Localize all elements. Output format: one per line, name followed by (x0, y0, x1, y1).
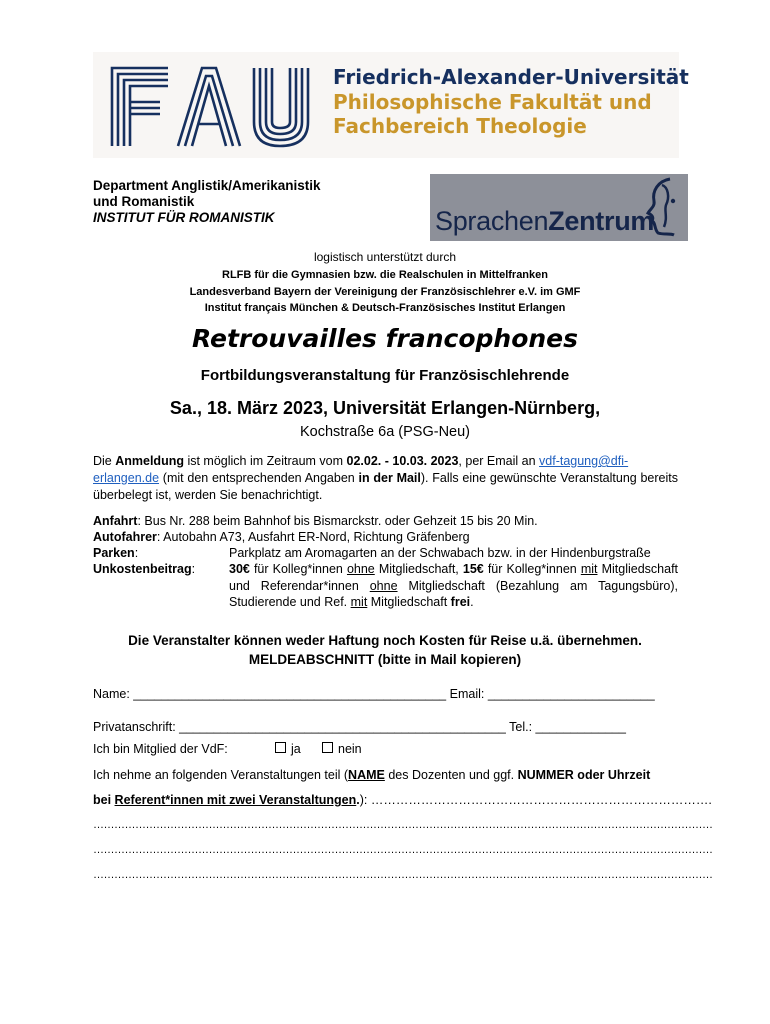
arrival-info (93, 513, 538, 529)
arrival-label: Anfahrt (93, 514, 138, 528)
fee-label (93, 561, 195, 577)
events-field-line-2[interactable]: …………………………………………………………………………………………………………………………………………………………… (93, 844, 713, 856)
supporter-2: Landesverband Bayern der Vereinigung der Französischlehrer e.V. im GMF (189, 286, 581, 298)
faculty-line-2: Fachbereich Theologie (333, 114, 587, 138)
department-line-1: Department Anglistik/Amerikanistik (93, 178, 321, 193)
text-bold: bei (93, 793, 115, 807)
fee-text (229, 561, 678, 611)
text: Mitgliedschaft und Referendar*innen (229, 562, 679, 593)
university-name: Friedrich-Alexander-Universität (333, 65, 689, 89)
drivers-label: Autofahrer (93, 530, 157, 544)
text: für Kolleg*innen (249, 562, 347, 576)
name-label: Name: (93, 687, 134, 701)
text-bold-underlined: Referent*innen mit zwei Veranstaltungen (114, 793, 357, 807)
text-bold-underlined: NAME (348, 768, 385, 782)
email-field[interactable]: ________________________ (487, 687, 655, 701)
faculty-line-1: Philosophische Fakultät und (333, 90, 652, 114)
tel-field[interactable]: _____________ (535, 720, 626, 734)
arrival-text: : Bus Nr. 288 beim Bahnhof bis Bismarckstr. oder Gehzeit 15 bis 20 Min. (137, 514, 538, 528)
form-heading: MELDEABSCHNITT (bitte in Mail kopieren) (248, 652, 522, 667)
text: Mitgliedschaft (Bezahlung am Tagungsbüro), Studierende und Ref. (229, 578, 678, 609)
text-bold: NUMMER oder Uhrzeit (517, 768, 651, 782)
registration-period: 02.02. - 10.03. 2023 (346, 454, 459, 468)
events-instruction (93, 767, 650, 783)
events-field-line-1[interactable]: …………………………………………………………………………………………………………………………………………………………… (93, 819, 713, 831)
institute-name: INSTITUT FÜR ROMANISTIK (93, 210, 275, 225)
parking-label (93, 545, 138, 561)
text: (mit den entsprechenden Angaben (159, 471, 359, 485)
parking-label-text: Parken (93, 546, 135, 560)
address-tel-row (93, 719, 626, 735)
address-label: Privatanschrift: (93, 720, 180, 734)
membership-no-label: nein (338, 742, 362, 756)
text: . (470, 595, 474, 609)
colon: : (134, 546, 139, 560)
text: des Dozenten und ggf. (384, 768, 518, 782)
text-bold: . (356, 793, 360, 807)
wordmark-light: Sprachen (435, 206, 549, 236)
email-label: Email: (446, 687, 488, 701)
text: ist möglich im Zeitraum vom (183, 454, 347, 468)
fee-free: frei (450, 595, 471, 609)
liability-notice: Die Veranstalter können weder Haftung noch Kosten für Reise u.ä. übernehmen. (128, 633, 642, 648)
colon: : (191, 562, 196, 576)
name-field[interactable]: _____________________________________________ (133, 687, 447, 701)
text: Die (93, 454, 116, 468)
membership-no-checkbox[interactable] (322, 742, 333, 753)
supporter-1: RLFB für die Gymnasien bzw. die Realschulen in Mittelfranken (222, 269, 548, 281)
event-title: Retrouvailles francophones (192, 324, 578, 353)
fau-logo-icon (108, 64, 314, 148)
tel-label: Tel.: (505, 720, 536, 734)
registration-paragraph (93, 453, 678, 504)
event-subtitle: Fortbildungsveranstaltung für Französischlehrende (200, 367, 570, 384)
event-address: Kochstraße 6a (PSG-Neu) (299, 424, 471, 440)
text-underlined: mit (580, 562, 598, 576)
email-link-part-2[interactable]: erlangen.de (93, 471, 160, 485)
supporter-3: Institut français München & Deutsch-Französisches Institut Erlangen (204, 302, 566, 314)
events-field[interactable]: ): ………………………………………………………………………. (359, 793, 712, 807)
text: Mitgliedschaft, (374, 562, 463, 576)
department-line-2: und Romanistik (93, 194, 195, 209)
name-email-row (93, 686, 655, 702)
text: Mitgliedschaft (367, 595, 451, 609)
events-instruction-cont (93, 792, 712, 808)
text: , per Email an (458, 454, 540, 468)
events-field-line-3[interactable]: …………………………………………………………………………………………………………………………………………………………… (93, 869, 713, 881)
text: ). Falls eine gewünschte Veranstaltung bereits überbelegt ist, werden Sie benachrichtigt. (93, 471, 678, 502)
fee-amount: 15€ (462, 562, 484, 576)
text-underlined: mit (350, 595, 368, 609)
email-link-part-1[interactable]: vdf-tagung@dfi- (539, 454, 629, 468)
membership-yes-checkbox[interactable] (275, 742, 286, 753)
support-intro: logistisch unterstützt durch (313, 250, 457, 264)
fee-label-text: Unkostenbeitrag (93, 562, 192, 576)
event-date-place: Sa., 18. März 2023, Universität Erlangen-Nürnberg, (169, 398, 601, 418)
face-profile-icon (640, 177, 684, 237)
sprachenzentrum-wordmark (435, 206, 654, 236)
membership-yes-label: ja (291, 742, 301, 756)
membership-label: Ich bin Mitglied der VdF: (93, 742, 228, 756)
text-bold: in der Mail (358, 471, 421, 485)
wordmark-bold: Zentrum (548, 206, 655, 236)
text: für Kolleg*innen (483, 562, 581, 576)
parking-text: Parkplatz am Aromagarten an der Schwabach bzw. in der Hindenburgstraße (229, 546, 651, 560)
text: Ich nehme an folgenden Veranstaltungen teil ( (93, 768, 349, 782)
drivers-info (93, 529, 470, 545)
address-field[interactable]: _______________________________________________ (179, 720, 506, 734)
text-underlined: ohne (346, 562, 375, 576)
fee-amount: 30€ (229, 562, 250, 576)
text-bold: Anmeldung (115, 454, 184, 468)
text-underlined: ohne (369, 578, 398, 593)
drivers-text: : Autobahn A73, Ausfahrt ER-Nord, Richtung Gräfenberg (156, 530, 470, 544)
